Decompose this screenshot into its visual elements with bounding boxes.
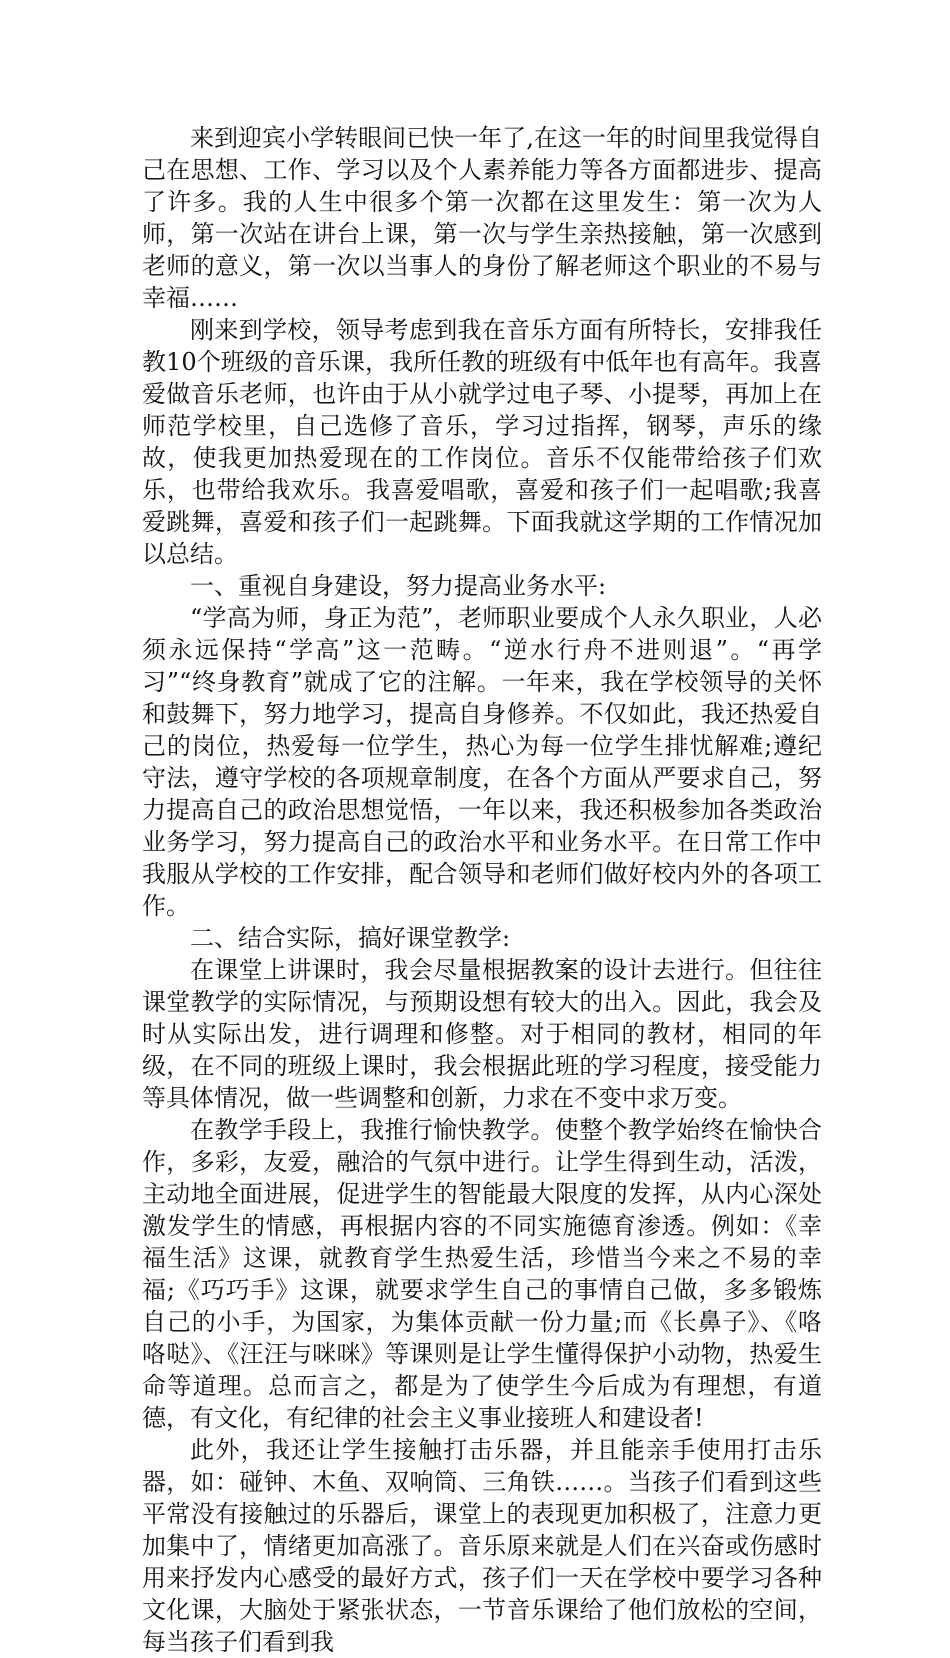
section-heading-2: 二、结合实际，搞好课堂教学: xyxy=(190,924,511,952)
paragraph-percussion: 此外，我还让学生接触打击乐器，并且能亲手使用打击乐器，如：碰钟、木鱼、双响筒、三角铁……。当孩子们看到这些平常没有接触过的乐器后，课堂上的表现更加积极了，注意力更加集中了，情绪更加高涨了。音乐原来就是人们在兴奋或伤感时用来抒发内心感受的最好方式，孩子们一天在学校中要学习各种文化课，大脑处于紧张状态，一节音乐课给了他们放松的空间，每当孩子们看到我 xyxy=(142,1436,822,1656)
document-body xyxy=(142,122,822,1658)
paragraph-intro: 来到迎宾小学转眼间已快一年了,在这一年的时间里我觉得自己在思想、工作、学习以及个人素养能力等各方面都进步、提高了许多。我的人生中很多个第一次都在这里发生：第一次为人师，第一次站在讲台上课，第一次与学生亲热接触，第一次感到老师的意义，第一次以当事人的身份了解老师这个职业的不易与幸福…… xyxy=(142,124,822,312)
paragraph-music-teaching: 刚来到学校，领导考虑到我在音乐方面有所特长，安排我任教10个班级的音乐课，我所任教的班级有中低年也有高年。我喜爱做音乐老师，也许由于从小就学过电子琴、小提琴，再加上在师范学校里，自己选修了音乐，学习过指挥，钢琴，声乐的缘故，使我更加热爱现在的工作岗位。音乐不仅能带给孩子们欢乐，也带给我欢乐。我喜爱唱歌，喜爱和孩子们一起唱歌;我喜爱跳舞，喜爱和孩子们一起跳舞。下面我就这学期的工作情况加以总结。 xyxy=(142,316,822,568)
paragraph-teaching-methods: 在教学手段上，我推行愉快教学。使整个教学始终在愉快合作，多彩，友爱，融洽的气氛中进行。让学生得到生动，活泼，主动地全面进展，促进学生的智能最大限度的发挥，从内心深处激发学生的情感，再根据内容的不同实施德育渗透。例如：《幸福生活》这课，就教育学生热爱生活，珍惜当今来之不易的幸福;《巧巧手》这课，就要求学生自己的事情自己做，多多锻炼自己的小手，为国家，为集体贡献一份力量;而《长鼻子》、《咯咯哒》、《汪汪与咪咪》等课则是让学生懂得保护小动物，热爱生命等道理。总而言之，都是为了使学生今后成为有理想，有道德，有文化，有纪律的社会主义事业接班人和建设者! xyxy=(142,1116,822,1432)
paragraph-self-development: “学高为师，身正为范”，老师职业要成个人永久职业，人必须永远保持“学高”这一范畴。“逆水行舟不进则退”。“再学习”“终身教育”就成了它的注解。一年来，我在学校领导的关怀和鼓舞下，努力地学习，提高自身修养。不仅如此，我还热爱自己的岗位，热爱每一位学生，热心为每一位学生排忧解难;遵纪守法，遵守学校的各项规章制度，在各个方面从严要求自己，努力提高自己的政治思想觉悟，一年以来，我还积极参加各类政治业务学习，努力提高自己的政治水平和业务水平。在日常工作中我服从学校的工作安排，配合领导和老师们做好校内外的各项工作。 xyxy=(142,604,822,920)
section-heading-1: 一、重视自身建设，努力提高业务水平: xyxy=(190,572,607,600)
paragraph-classroom-teaching: 在课堂上讲课时，我会尽量根据教案的设计去进行。但往往课堂教学的实际情况，与预期设想有较大的出入。因此，我会及时从实际出发，进行调理和修整。对于相同的教材，相同的年级，在不同的班级上课时，我会根据此班的学习程度，接受能力等具体情况，做一些调整和创新，力求在不变中求万变。 xyxy=(142,956,822,1112)
